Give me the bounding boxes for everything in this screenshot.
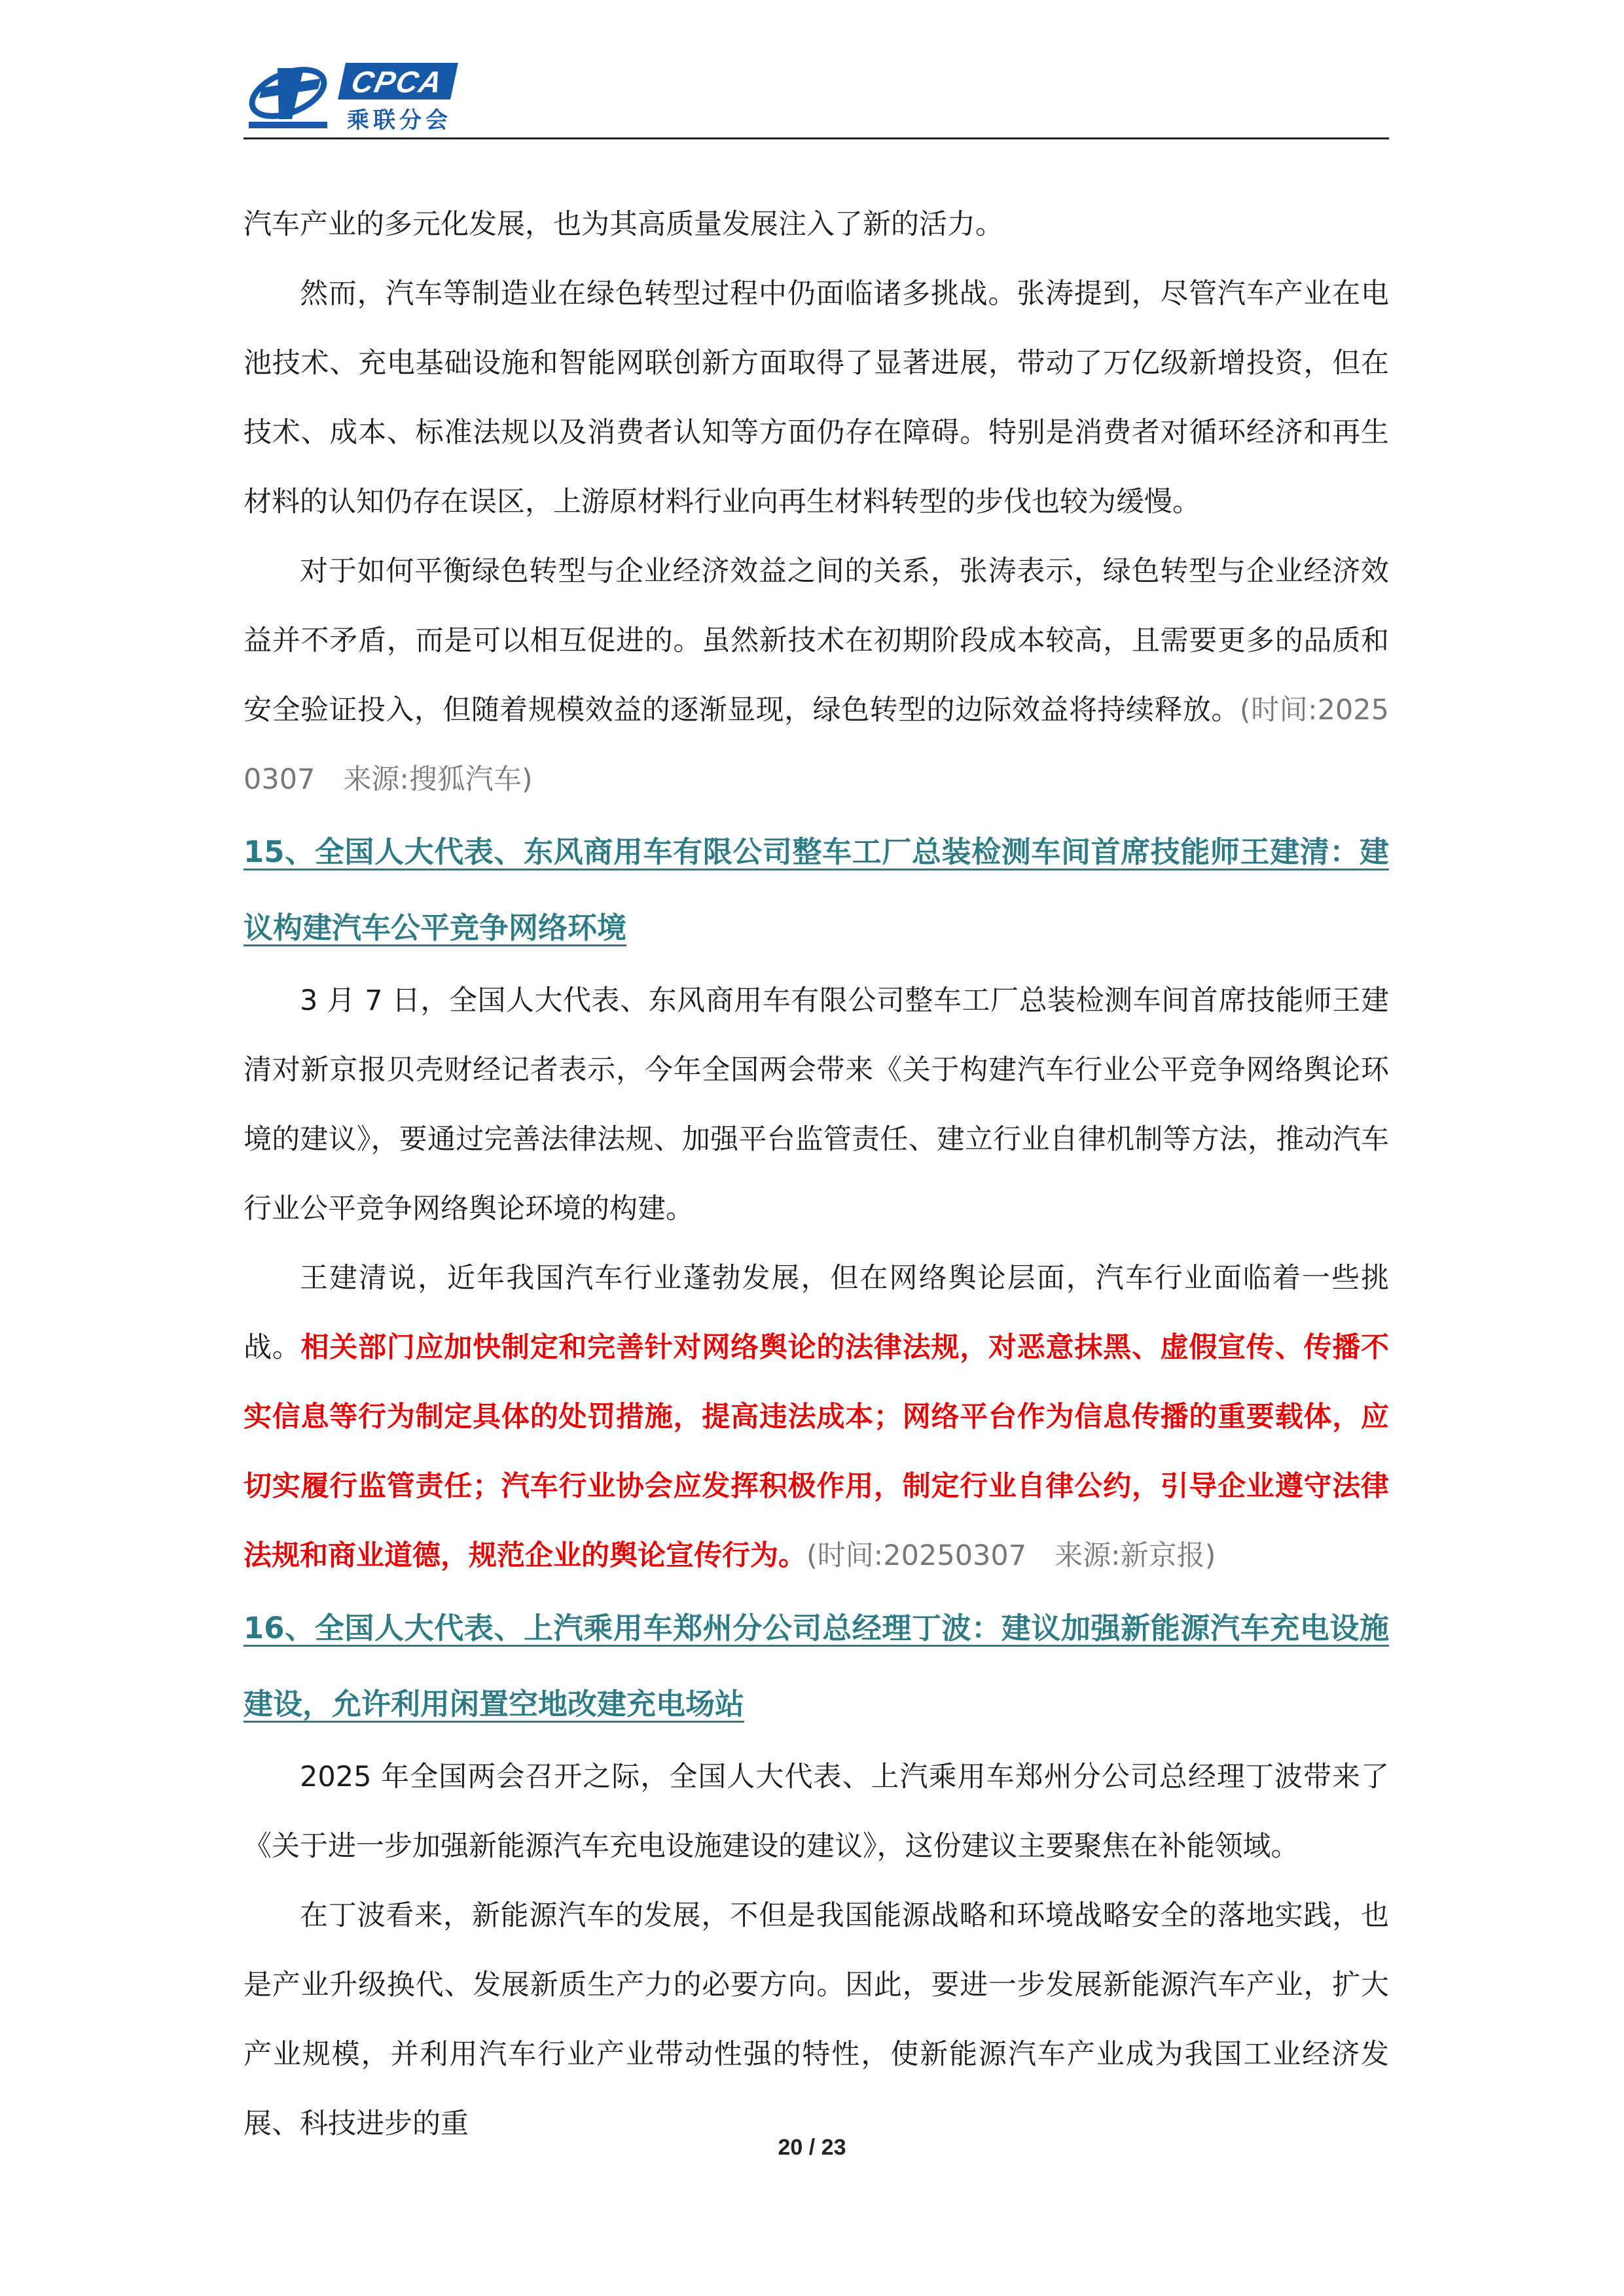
logo-wordmark: CPCA — [338, 63, 458, 99]
page-header — [244, 59, 1389, 136]
paragraph-6: 2025 年全国两会召开之际，全国人大代表、上汽乘用车郑州分公司总经理丁波带来了《关于进一步加强新能源汽车充电设施建设的建议》，这份建议主要聚焦在补能领域。 — [244, 1761, 1389, 1863]
logo-subtitle: 乘联分会 — [347, 107, 452, 134]
paragraph-2: 然而，汽车等制造业在绿色转型过程中仍面临诸多挑战。张涛提到，尽管汽车产业在电池技术、充电基础设施和智能网联创新方面取得了显著进展，带动了万亿级新增投资，但在技术、成本、标准法规以及消费者认知等方面仍存在障碍。特别是消费者对循环经济和再生材料的认知仍存在误区，上游原材料行业向再生材料转型的步伐也较为缓慢。 — [244, 278, 1389, 518]
document-body — [244, 190, 1389, 2159]
paragraph-4: 3 月 7 日，全国人大代表、东风商用车有限公司整车工厂总装检测车间首席技能师王建清对新京报贝壳财经记者表示，今年全国两会带来《关于构建汽车行业公平竞争网络舆论环境的建议》，要通过完善法律法规、加强平台监管责任、建立行业自律机制等方法，推动汽车行业公平竞争网络舆论环境的构建。 — [244, 984, 1389, 1225]
header-divider — [244, 137, 1389, 139]
paragraph-3-source: (时间:20250307 来源:搜狐汽车) — [244, 694, 1389, 796]
page-number: 20 / 23 — [778, 2135, 846, 2160]
section-heading-16: 16、全国人大代表、上汽乘用车郑州分公司总经理丁波：建议加强新能源汽车充电设施建设，允许利用闲置空地改建充电场站 — [244, 1611, 1389, 1721]
section-heading-15: 15、全国人大代表、东风商用车有限公司整车工厂总装检测车间首席技能师王建清：建议构建汽车公平竞争网络环境 — [244, 834, 1389, 945]
paragraph-5-text: 王建清说，近年我国汽车行业蓬勃发展，但在网络舆论层面，汽车行业面临着一些挑战。 — [244, 1262, 1389, 1364]
cpca-logo-icon — [244, 59, 342, 132]
paragraph-3-text: 对于如何平衡绿色转型与企业经济效益之间的关系，张涛表示，绿色转型与企业经济效益并不矛盾，而是可以相互促进的。虽然新技术在初期阶段成本较高，且需要更多的品质和安全验证投入，但随着规模效益的逐渐显现，绿色转型的边际效益将持续释放。 — [244, 555, 1389, 726]
paragraph-5-source: (时间:20250307 来源:新京报) — [806, 1539, 1216, 1572]
paragraph-7: 在丁波看来，新能源汽车的发展，不但是我国能源战略和环境战略安全的落地实践，也是产业升级换代、发展新质生产力的必要方向。因此，要进一步发展新能源汽车产业，扩大产业规模，并利用汽车行业产业带动性强的特性，使新能源汽车产业成为我国工业经济发展、科技进步的重 — [244, 1899, 1389, 2140]
paragraph-5-highlight: 相关部门应加快制定和完善针对网络舆论的法律法规，对恶意抹黑、虚假宣传、传播不实信息等行为制定具体的处罚措施，提高违法成本；网络平台作为信息传播的重要载体，应切实履行监管责任；汽车行业协会应发挥积极作用，制定行业自律公约，引导企业遵守法律法规和商业道德，规范企业的舆论宣传行为。 — [244, 1331, 1390, 1572]
paragraph-1: 汽车产业的多元化发展，也为其高质量发展注入了新的活力。 — [244, 208, 1003, 241]
paragraph-5 — [244, 1244, 1389, 1590]
paragraph-3 — [244, 537, 1389, 814]
